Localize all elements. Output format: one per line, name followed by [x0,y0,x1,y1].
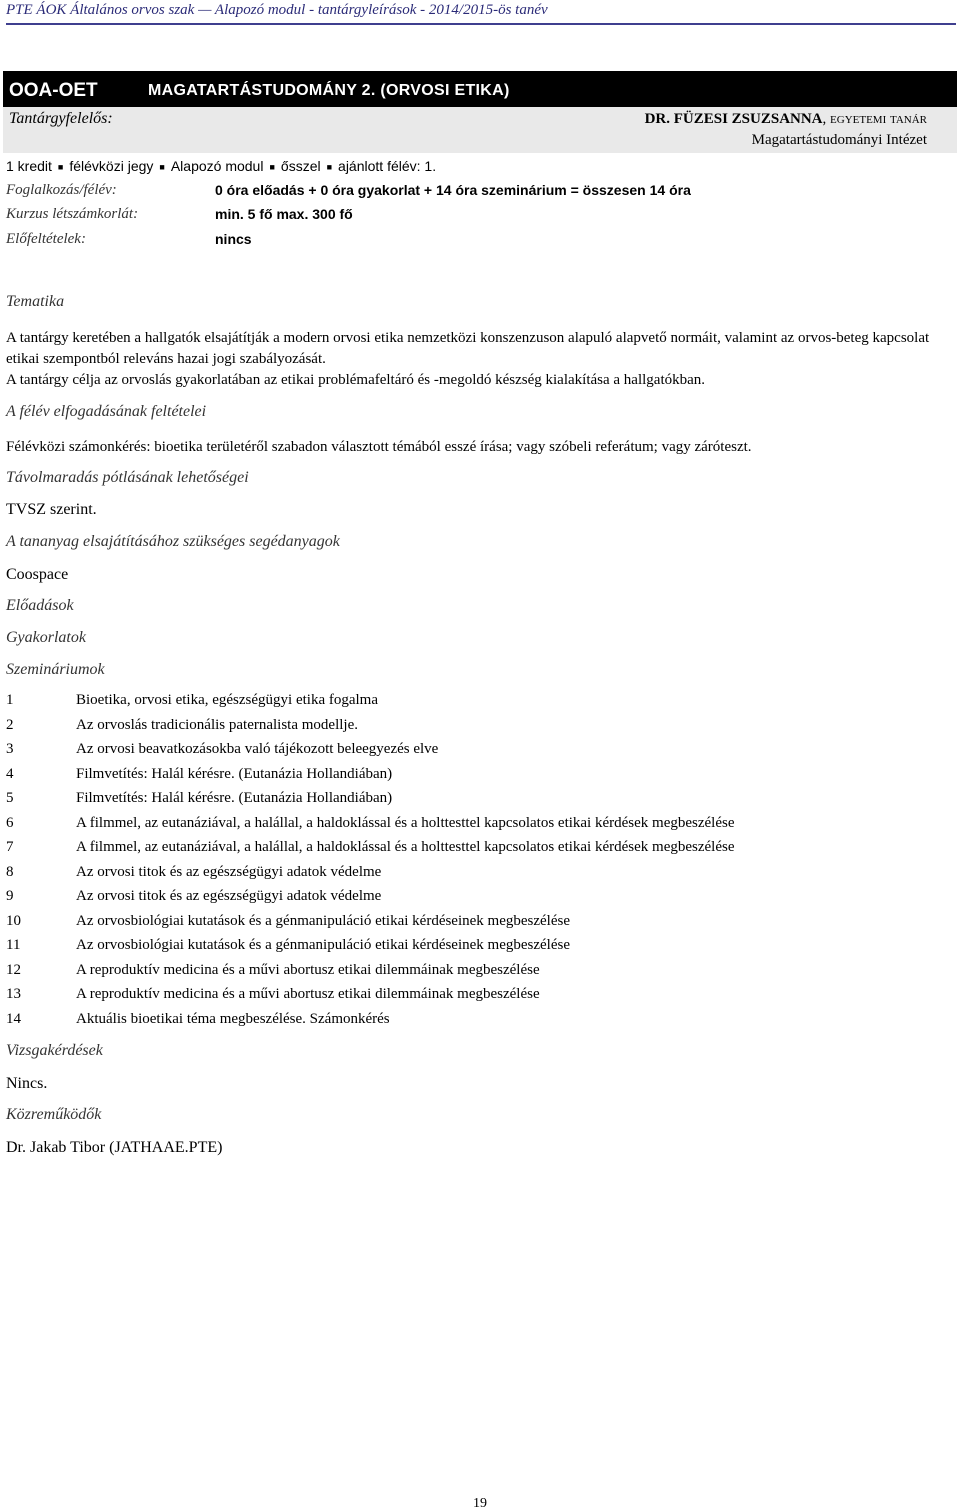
seminar-topic: A filmmel, az eutanáziával, a halállal, a haldoklással és a holttesttel kapcsolatos etikai kérdések megbeszélése [76,814,735,831]
bullet-icon: ■ [159,162,165,173]
contributors-text: Dr. Jakab Tibor (JATHAAE.PTE) [6,1139,223,1156]
section-heading-seminars: Szemináriumok [6,661,105,678]
limit-value: min. 5 fő max. 300 fő [215,206,353,222]
exam-text: Nincs. [6,1075,48,1092]
bullet-icon: ■ [326,162,333,173]
seminar-row [6,937,906,962]
section-heading-lectures: Előadások [6,597,74,614]
seminar-topic: Filmvetítés: Halál kérésre. (Eutanázia Hollandiában) [76,765,393,782]
seminar-row [6,986,906,1011]
absence-text: TVSZ szerint. [6,501,97,518]
course-code: OOA-OET [9,80,98,101]
seminar-topic: Bioetika, orvosi etika, egészségügyi etika fogalma [76,692,378,708]
seminar-number: 2 [6,716,14,733]
seminar-row [6,766,906,791]
seminar-topic: A filmmel, az eutanáziával, a halállal, a haldoklással és a holttesttel kapcsolatos etikai kérdések megbeszélése [76,839,735,855]
responsible-person [645,111,927,128]
seminar-row [6,888,906,913]
season: ősszel [280,158,321,174]
module-name: Alapozó modul [170,158,264,174]
seminar-topic: Aktuális bioetikai téma megbeszélése. Számonkérés [76,1010,390,1027]
section-heading-tematika: Tematika [6,293,65,310]
prereq-value: nincs [215,231,252,247]
bullet-icon: ■ [269,162,275,173]
seminar-topic: Az orvosi beavatkozásokba való tájékozott beleegyezés elve [76,741,439,757]
responsible-title: , egyetemi tanár [822,111,927,127]
seminar-topic: Az orvosi titok és az egészségügyi adatok védelme [76,888,382,904]
recommended-semester: ajánlott félév: 1. [338,158,437,174]
seminar-number: 1 [6,692,14,708]
credits-row [6,158,436,174]
seminar-row [6,913,906,938]
seminar-topic: Az orvosbiológiai kutatások és a génmanipuláció etikai kérdéseinek megbeszélése [76,937,570,953]
seminar-number: 6 [6,814,14,831]
prereq-label: Előfeltételek: [6,231,86,247]
tematika-paragraph-1: A tantárgy keretében a hallgatók elsajátítják a modern orvosi etika nemzetközi konszenzuson alapuló alapvető normáit, valamint az orvos-beteg kapcsolat etikai szempontból releváns hazai jogi szabályozását. [6,330,930,367]
seminar-row [6,717,906,742]
course-name: MAGATARTÁSTUDOMÁNY 2. (ORVOSI ETIKA) [148,82,510,99]
responsible-label: Tantárgyfelelős: [9,110,113,127]
running-header: PTE ÁOK Általános orvos szak — Alapozó modul - tantárgyleírások - 2014/2015-ös tanév [6,2,956,25]
responsible-institute: Magatartástudományi Intézet [751,132,927,148]
seminar-topic: A reproduktív medicina és a művi abortusz etikai dilemmáinak megbeszélése [76,986,540,1002]
seminar-list [6,692,906,1035]
credits-value: 1 kredit [6,158,52,174]
seminar-number: 3 [6,741,14,757]
course-info-box [3,71,957,153]
seminar-number: 10 [6,912,21,929]
seminar-number: 11 [6,937,21,953]
responsible-name: DR. FÜZESI ZSUZSANNA [644,111,823,127]
seminar-topic: Az orvosi titok és az egészségügyi adatok védelme [76,863,382,880]
hours-value: 0 óra előadás + 0 óra gyakorlat + 14 óra szeminárium = összesen 14 óra [215,182,691,198]
seminar-row [6,790,906,815]
seminar-number: 13 [6,986,21,1002]
seminar-topic: Az orvoslás tradicionális paternalista modellje. [76,716,358,733]
seminar-row [6,1011,906,1036]
seminar-row [6,864,906,889]
hours-label: Foglalkozás/félév: [6,182,117,198]
seminar-topic: A reproduktív medicina és a művi abortusz etikai dilemmáinak megbeszélése [76,961,540,978]
course-title-bar [3,71,957,107]
limit-label: Kurzus létszámkorlát: [6,206,139,222]
section-heading-acceptance: A félév elfogadásának feltételei [6,403,207,420]
grading-type: félévközi jegy [69,158,154,174]
seminar-number: 9 [6,888,14,904]
section-heading-practicals: Gyakorlatok [6,629,86,646]
section-heading-absence: Távolmaradás pótlásának lehetőségei [6,469,249,486]
seminar-row [6,962,906,987]
seminar-row [6,815,906,840]
seminar-number: 8 [6,863,14,880]
seminar-topic: Filmvetítés: Halál kérésre. (Eutanázia Hollandiában) [76,790,393,806]
seminar-row [6,839,906,864]
bullet-icon: ■ [57,162,64,173]
seminar-row [6,692,906,717]
acceptance-text: Félévközi számonkérés: bioetika területéről szabadon választott témából esszé írása; vagy szóbeli referátum; vagy záróteszt. [6,439,752,455]
seminar-number: 12 [6,961,21,978]
page-number: 19 [473,1496,487,1511]
seminar-number: 7 [6,839,14,855]
section-heading-contributors: Közreműködők [6,1106,102,1123]
seminar-topic: Az orvosbiológiai kutatások és a génmanipuláció etikai kérdéseinek megbeszélése [76,912,570,929]
seminar-row [6,741,906,766]
materials-text: Coospace [6,566,69,583]
seminar-number: 4 [6,765,14,782]
section-heading-materials: A tananyag elsajátításához szükséges segédanyagok [6,533,340,550]
section-heading-exam: Vizsgakérdések [6,1042,103,1059]
tematika-paragraph-2: A tantárgy célja az orvoslás gyakorlatában az etikai problémafeltáró és -megoldó készség kialakítása a hallgatókban. [6,372,706,388]
seminar-number: 14 [6,1010,21,1027]
seminar-number: 5 [6,790,14,806]
